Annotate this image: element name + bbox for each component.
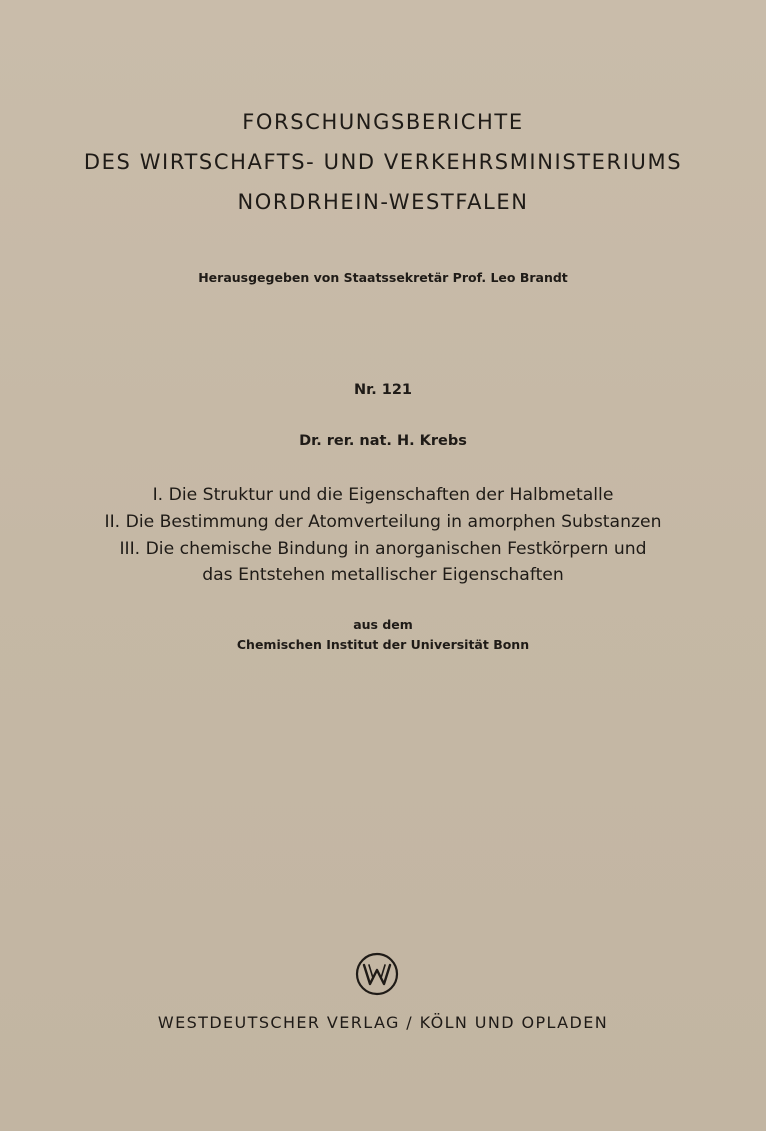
title-line-3: III. Die chemische Bindung in anorganischen Festkörpern und (119, 539, 647, 559)
series-title-line-1: FORSCHUNGSBERICHTE (242, 110, 524, 134)
series-title-line-2: DES WIRTSCHAFTS- UND VERKEHRSMINISTERIUMS (83, 150, 683, 174)
origin-institute: Chemischen Institut der Universität Bonn (236, 637, 530, 652)
title-line-4: das Entstehen metallischer Eigenschaften (202, 565, 564, 585)
wv-publisher-logo-icon (355, 952, 399, 996)
editor-line: Herausgegeben von Staatssekretär Prof. Leo Brandt (198, 270, 568, 285)
origin-prefix: aus dem (353, 617, 413, 632)
report-number: Nr. 121 (353, 382, 413, 398)
series-title-line-3: NORDRHEIN-WESTFALEN (237, 190, 529, 214)
title-line-1: I. Die Struktur und die Eigenschaften der Halbmetalle (152, 485, 614, 505)
title-line-2: II. Die Bestimmung der Atomverteilung in amorphen Substanzen (104, 512, 662, 532)
publisher-line: WESTDEUTSCHER VERLAG / KÖLN UND OPLADEN (157, 1013, 609, 1032)
author-name: Dr. rer. nat. H. Krebs (299, 433, 467, 449)
